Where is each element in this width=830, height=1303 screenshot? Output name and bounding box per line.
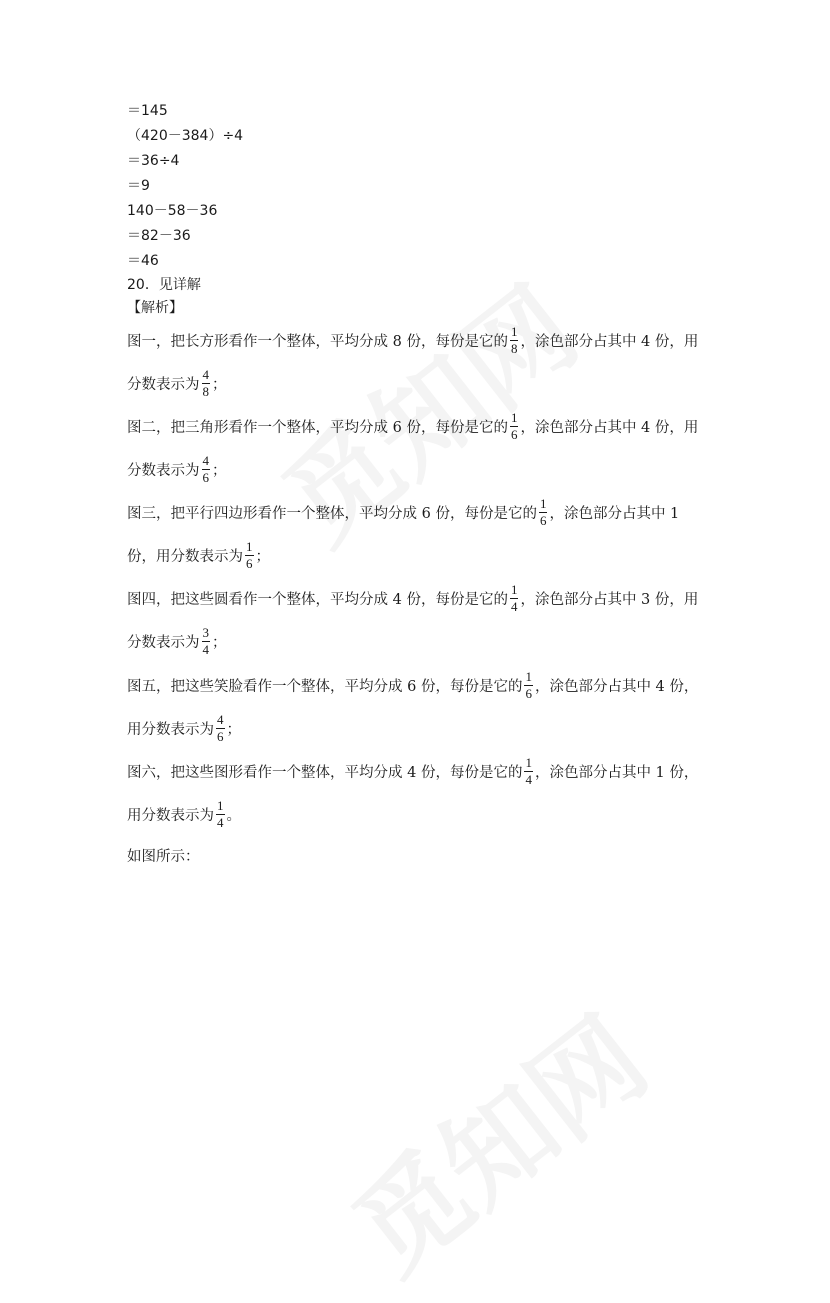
- denominator: 6: [539, 513, 547, 528]
- fraction: [510, 583, 519, 614]
- text: ；: [255, 549, 270, 565]
- text: ，涂色部分占其中 3 份，用: [520, 592, 699, 608]
- denominator: 4: [525, 772, 532, 787]
- text: 用分数表示为: [127, 808, 214, 824]
- text: ，涂色部分占其中 1: [549, 506, 680, 522]
- denominator: 4: [217, 815, 224, 830]
- paragraph-line: [127, 497, 679, 528]
- fraction: [524, 756, 533, 787]
- paragraph-line: [127, 368, 227, 399]
- denominator: 6: [510, 427, 518, 442]
- paragraph-line: [127, 583, 698, 614]
- text: 分数表示为: [127, 377, 200, 393]
- text: 分数表示为: [127, 463, 200, 479]
- text: 。: [226, 808, 241, 824]
- text: 图三，把平行四边形看作一个整体，平均分成 6 份，每份是它的: [127, 506, 537, 522]
- watermark: [316, 975, 673, 1303]
- fraction: [245, 540, 254, 571]
- paragraph-line: [127, 713, 241, 744]
- fraction: [202, 368, 211, 399]
- paragraph-line: [127, 670, 698, 701]
- calc-line: （420－384）÷4: [127, 128, 244, 144]
- denominator: 6: [202, 470, 209, 485]
- text: 图四，把这些圆看作一个整体，平均分成 4 份，每份是它的: [127, 592, 508, 608]
- numerator: 1: [539, 496, 547, 511]
- numerator: 4: [202, 367, 209, 382]
- calc-line: ＝9: [127, 178, 150, 194]
- paragraph-line: [127, 540, 270, 571]
- fraction: [202, 454, 211, 485]
- paragraph-line: [127, 411, 698, 442]
- paragraph-line: [127, 756, 698, 787]
- denominator: 6: [217, 729, 224, 744]
- text: ，涂色部分占其中 4 份，: [534, 679, 699, 695]
- paragraph-line: [127, 799, 241, 830]
- text: 份，用分数表示为: [127, 549, 243, 565]
- paragraph-line: [127, 454, 227, 485]
- calc-line: 140－58－36: [127, 203, 218, 219]
- fraction: [510, 411, 519, 442]
- numerator: 1: [510, 324, 518, 339]
- text: 用分数表示为: [127, 722, 214, 738]
- text: ，涂色部分占其中 1 份，: [534, 765, 699, 781]
- text: ；: [212, 463, 227, 479]
- text: 图一，把长方形看作一个整体，平均分成 8 份，每份是它的: [127, 334, 508, 350]
- fraction: [524, 670, 533, 701]
- fraction: [216, 713, 225, 744]
- text: 图五，把这些笑脸看作一个整体，平均分成 6 份，每份是它的: [127, 679, 523, 695]
- analysis-label: 【解析】: [127, 300, 183, 316]
- numerator: 1: [525, 669, 532, 684]
- text: 分数表示为: [127, 635, 200, 651]
- closing-text: 如图所示：: [127, 849, 200, 865]
- paragraph-line: [127, 626, 227, 657]
- denominator: 4: [510, 599, 518, 614]
- text: ；: [226, 722, 241, 738]
- numerator: 1: [246, 539, 253, 554]
- fraction: [539, 497, 548, 528]
- denominator: 6: [525, 686, 532, 701]
- text: ；: [212, 635, 227, 651]
- denominator: 8: [510, 341, 518, 356]
- paragraph-line: [127, 325, 698, 356]
- denominator: 4: [202, 642, 209, 657]
- numerator: 4: [202, 453, 209, 468]
- numerator: 3: [202, 625, 209, 640]
- calc-line: ＝145: [127, 103, 168, 119]
- fraction: [510, 325, 519, 356]
- text: 图六，把这些图形看作一个整体，平均分成 4 份，每份是它的: [127, 765, 523, 781]
- fraction: [202, 626, 211, 657]
- question-label: 20．见详解: [127, 277, 201, 293]
- numerator: 1: [217, 798, 224, 813]
- calc-line: ＝46: [127, 253, 159, 269]
- text: ，涂色部分占其中 4 份，用: [520, 334, 699, 350]
- denominator: 8: [202, 384, 209, 399]
- numerator: 1: [510, 582, 518, 597]
- calc-line: ＝36÷4: [127, 153, 180, 169]
- text: 图二，把三角形看作一个整体，平均分成 6 份，每份是它的: [127, 420, 508, 436]
- text: ，涂色部分占其中 4 份，用: [520, 420, 699, 436]
- denominator: 6: [246, 556, 253, 571]
- calc-line: ＝82－36: [127, 228, 191, 244]
- numerator: 4: [217, 712, 224, 727]
- numerator: 1: [525, 755, 532, 770]
- text: ；: [212, 377, 227, 393]
- fraction: [216, 799, 225, 830]
- numerator: 1: [510, 410, 518, 425]
